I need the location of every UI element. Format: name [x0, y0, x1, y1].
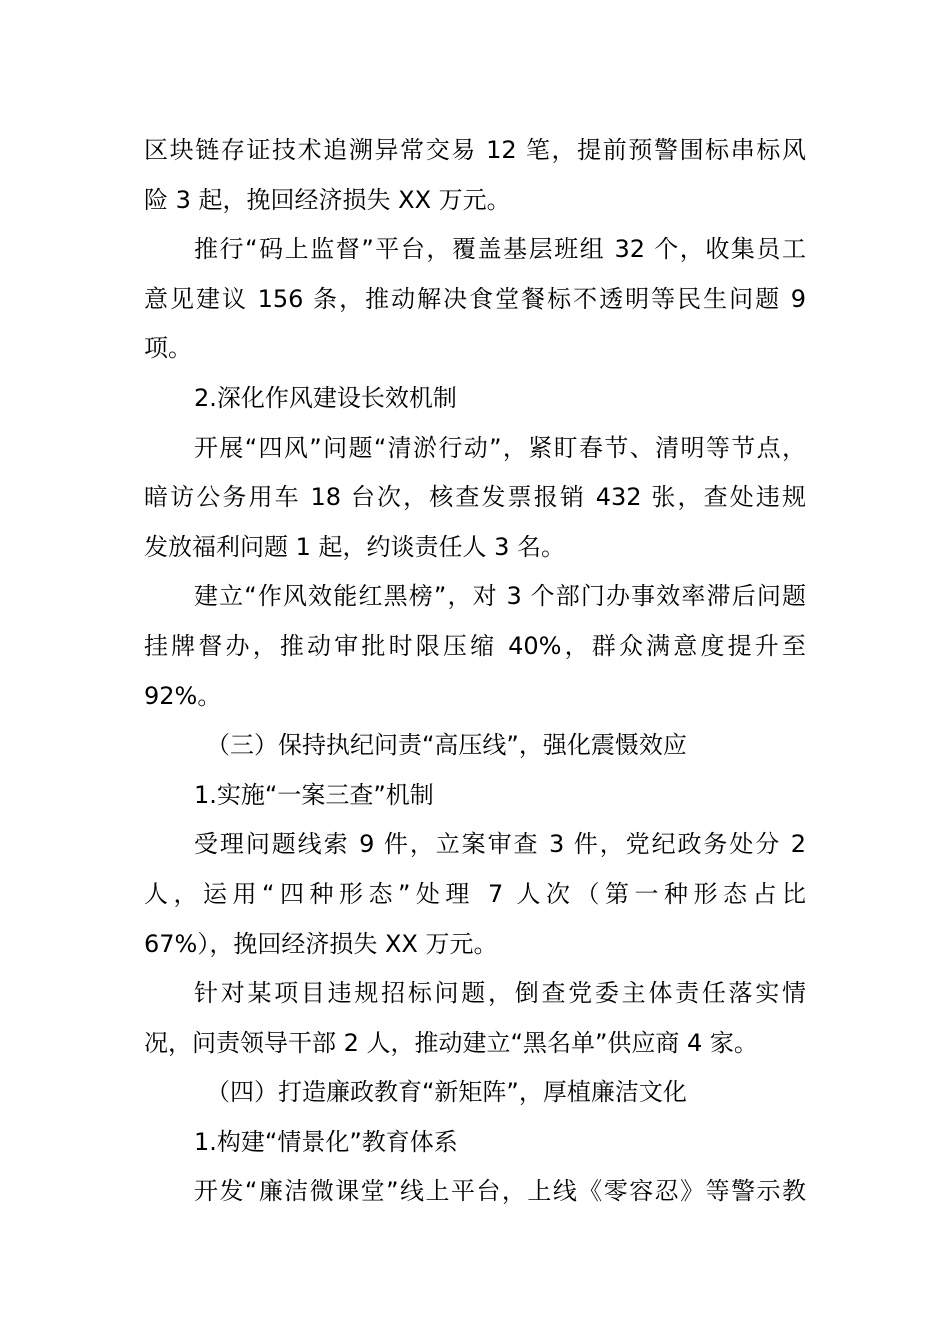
- text-line: 受理问题线索 9 件，立案审查 3 件，党纪政务处分 2: [194, 830, 806, 859]
- paragraph-code-supervision: [144, 225, 806, 374]
- section-heading-education: [144, 1068, 806, 1118]
- text-line: 人，运用“四种形态”处理 7 人次（第一种形态占比: [144, 879, 806, 908]
- text-line: 1.构建“情景化”教育体系: [194, 1127, 458, 1156]
- paragraph-four-winds: [144, 424, 806, 573]
- text-line: 建立“作风效能红黑榜”，对 3 个部门办事效率滞后问题: [194, 582, 806, 611]
- document-page: [144, 126, 806, 1217]
- text-line: （四）打造廉政教育“新矩阵”，厚植廉洁文化: [206, 1078, 687, 1107]
- text-line: 开发“廉洁微课堂”线上平台，上线《零容忍》等警示教: [194, 1177, 806, 1206]
- text-line: 况，问责领导干部 2 人，推动建立“黑名单”供应商 4 家。: [144, 1028, 758, 1057]
- text-line: 针对某项目违规招标问题，倒查党委主体责任落实情: [194, 979, 806, 1008]
- paragraph-blockchain: [144, 126, 806, 225]
- text-line: 1.实施“一案三查”机制: [194, 780, 434, 809]
- text-line: 67%），挽回经济损失 XX 万元。: [144, 929, 498, 958]
- text-line: 险 3 起，挽回经济损失 XX 万元。: [144, 185, 511, 214]
- subheading-one-case-three-checks: [144, 771, 806, 821]
- section-heading-work-style: [144, 374, 806, 424]
- text-line: 挂牌督办，推动审批时限压缩 40%，群众满意度提升至: [144, 631, 806, 660]
- text-line: （三）保持执纪问责“高压线”，强化震慑效应: [206, 731, 687, 760]
- text-line: 开展“四风”问题“清淤行动”，紧盯春节、清明等节点，: [194, 433, 806, 462]
- text-line: 意见建议 156 条，推动解决食堂餐标不透明等民生问题 9: [144, 284, 806, 313]
- paragraph-red-black-list: [144, 572, 806, 721]
- text-line: 项。: [144, 334, 192, 363]
- text-line: 推行“码上监督”平台，覆盖基层班组 32 个，收集员工: [194, 235, 806, 264]
- text-line: 2.深化作风建设长效机制: [194, 383, 457, 412]
- text-line: 区块链存证技术追溯异常交易 12 笔，提前预警围标串标风: [144, 136, 806, 164]
- paragraph-case-handling: [144, 820, 806, 969]
- text-line: 发放福利问题 1 起，约谈责任人 3 名。: [144, 532, 566, 561]
- subheading-scenario-education: [144, 1118, 806, 1168]
- paragraph-tender-accountability: [144, 969, 806, 1068]
- text-line: 92%。: [144, 681, 222, 710]
- section-heading-discipline: [144, 721, 806, 771]
- paragraph-micro-course: [144, 1167, 806, 1217]
- text-line: 暗访公务用车 18 台次，核查发票报销 432 张，查处违规: [144, 483, 806, 512]
